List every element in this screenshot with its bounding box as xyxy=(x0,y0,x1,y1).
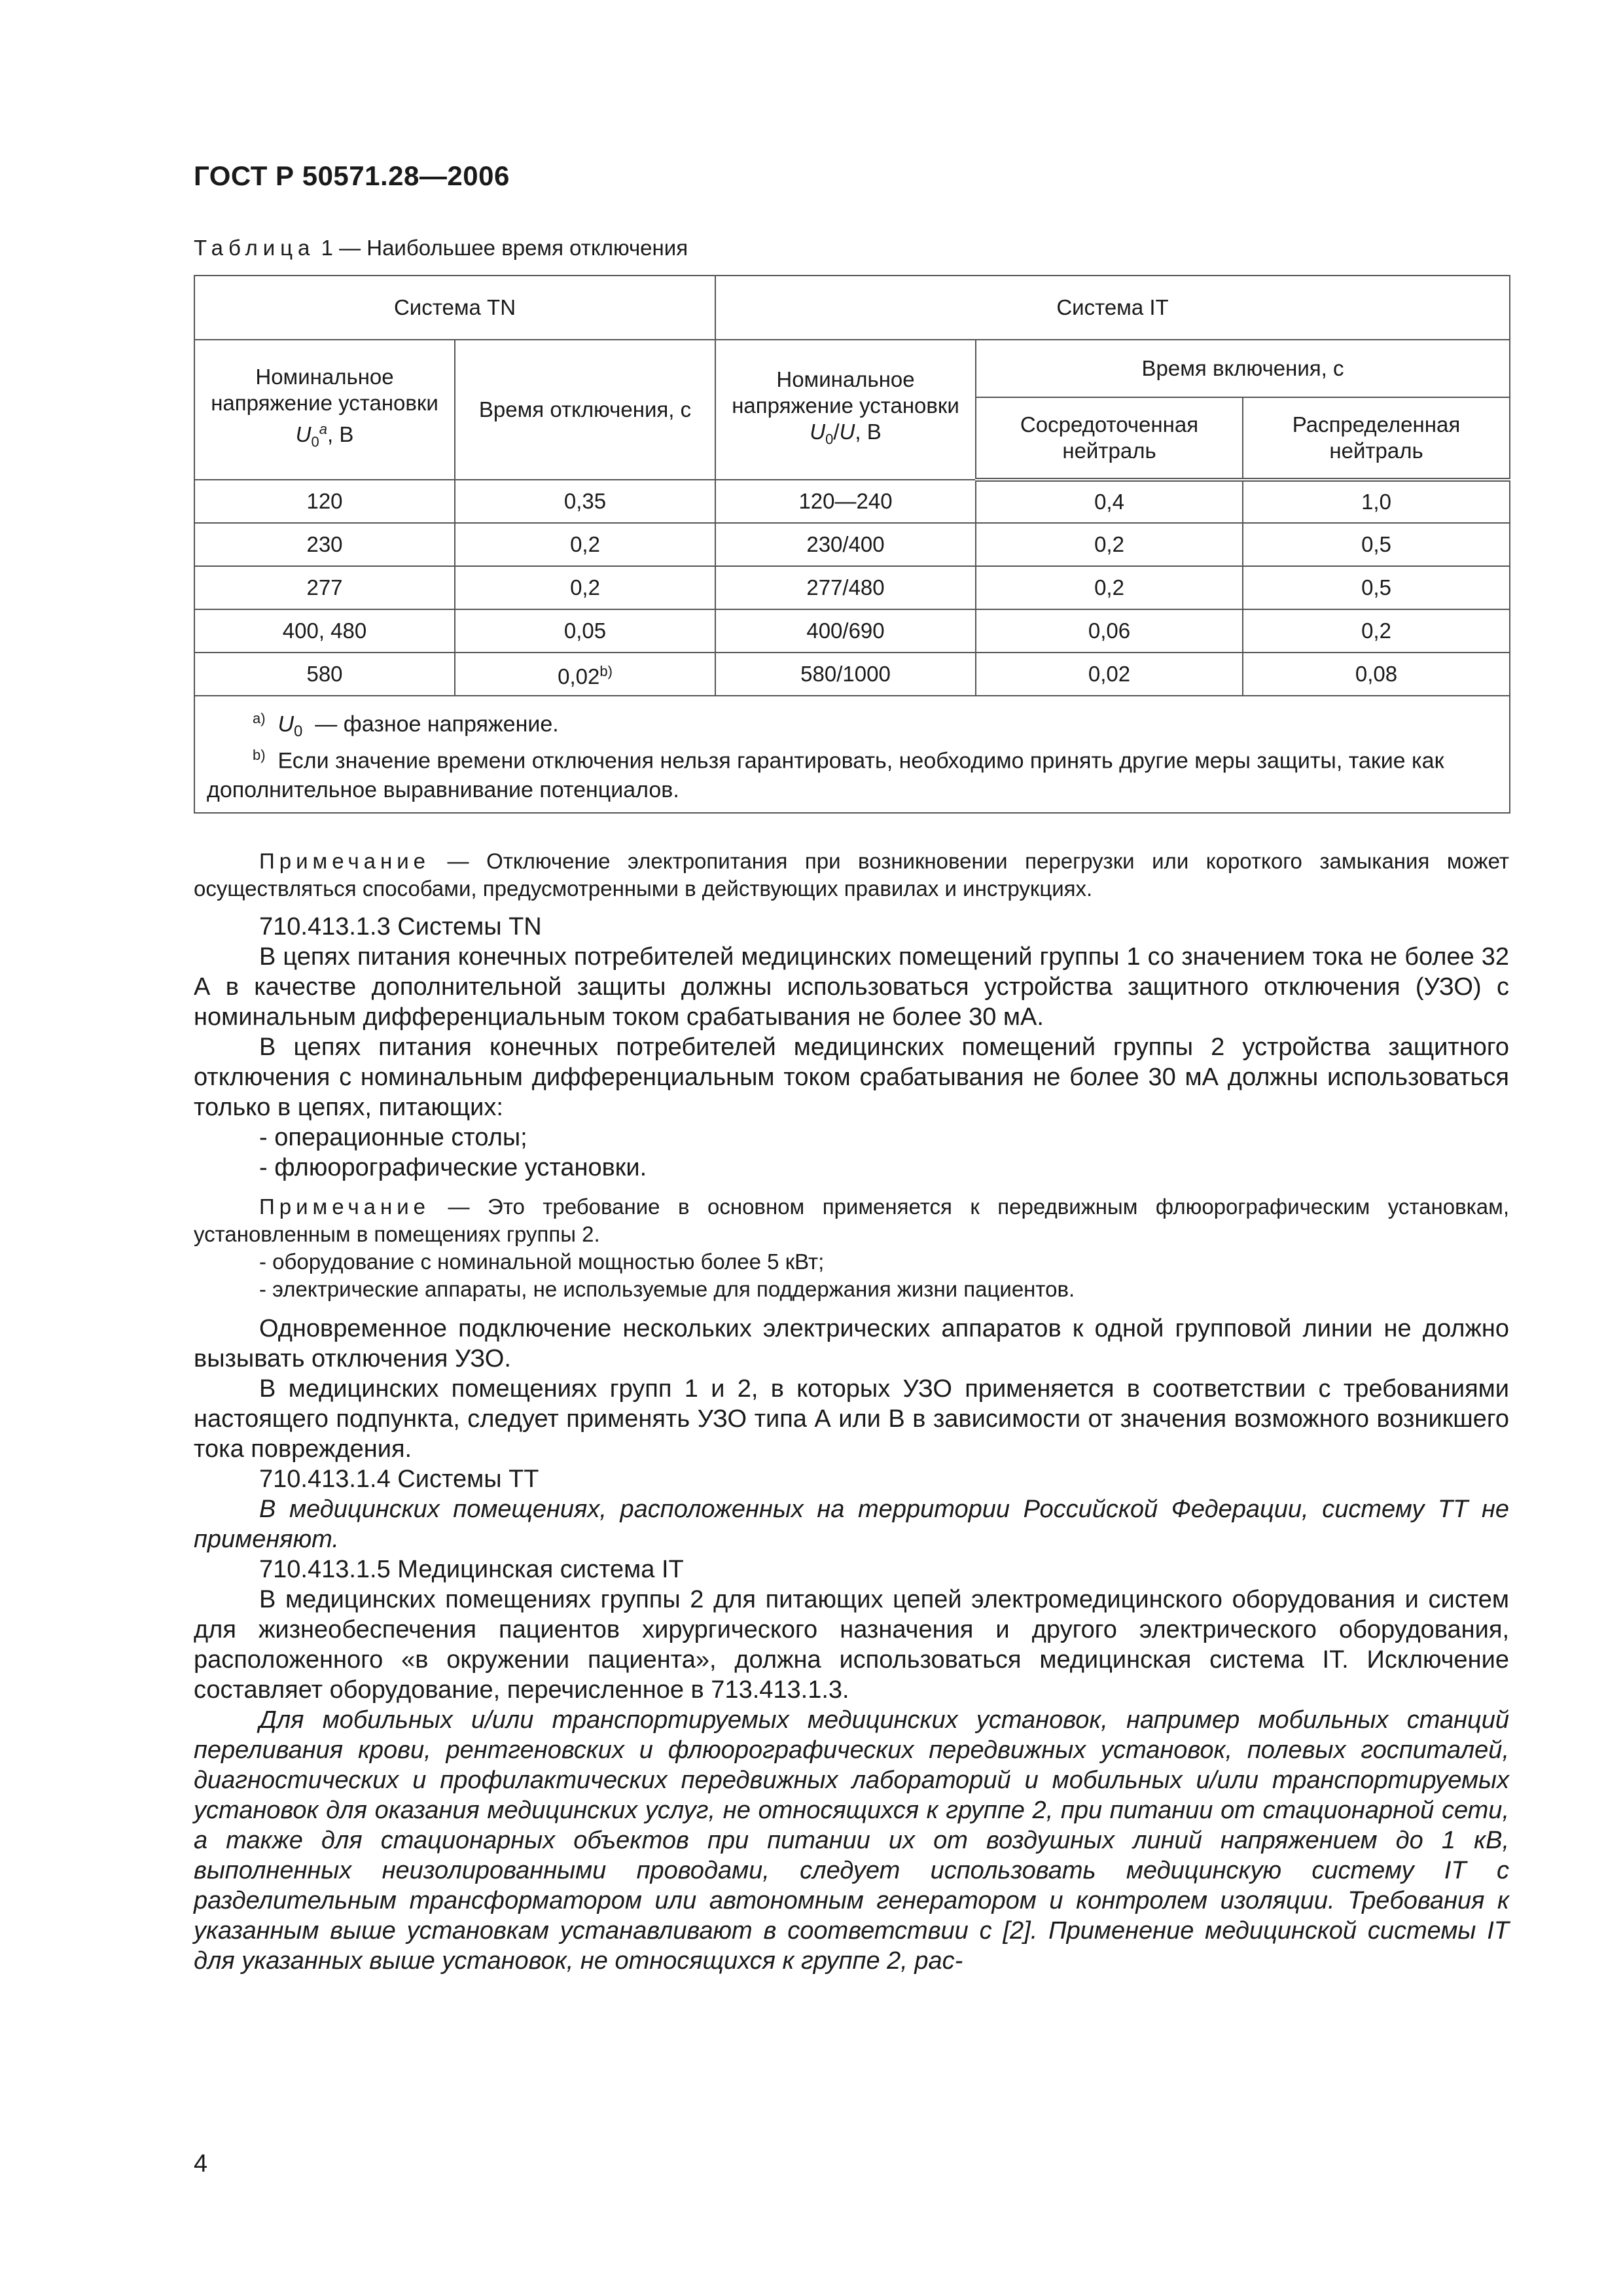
table-cell: 0,08 xyxy=(1243,653,1510,696)
list-item: - электрические аппараты, не используемые для поддержания жизни пациентов. xyxy=(259,1277,1075,1301)
table-cell: 277/480 xyxy=(715,566,976,609)
table-caption xyxy=(194,236,688,260)
table-cell: 400, 480 xyxy=(194,609,455,653)
table-header-it: Система IT xyxy=(715,276,1510,340)
table-row xyxy=(194,480,1510,523)
section-3-paragraph-1: В цепях питания конечных потребителей медицинских помещений группы 1 со значением тока не более 32 А в качестве дополнительной защиты должны использоваться устройства защитного отключения (УЗО) с номинальным дифференциальным током срабатывания не более 30 мА. xyxy=(194,943,1509,1031)
table-row xyxy=(194,609,1510,653)
table-row xyxy=(194,523,1510,566)
table-cell: 0,5 xyxy=(1243,523,1510,566)
table-cell: 0,2 xyxy=(1243,609,1510,653)
table-cell: 120 xyxy=(194,480,455,523)
footnote-b: $^{b)}$ Если значение времени отключения нельзя гарантировать, необходимо принять другие меры защиты, такие как дополнительное выравнивание потенциалов. xyxy=(207,747,1444,802)
document-body xyxy=(194,848,1509,1976)
table-cell: 277 xyxy=(194,566,455,609)
footnote-a: $^{a)}$ $U_0$ — фазное напряжение. xyxy=(253,710,559,741)
section-3-paragraph-2: В цепях питания конечных потребителей медицинских помещений группы 2 устройства защитного отключения с номинальным дифференциальным током срабатывания не более 30 мА должны использоваться только в цепях, питающих: xyxy=(194,1033,1509,1121)
table-caption-label: Таблица xyxy=(194,236,315,260)
section-5-paragraph-1: В медицинских помещениях группы 2 для питающих цепей электромедицинского оборудования и систем для жизнеобеспечения пациентов хирургического назначения и другого электрического оборудования, расположенного «в окружении пациента», должна использоваться медицинская система IT. Исключение составляет оборудование, перечисленное в 713.413.1.3. xyxy=(194,1586,1509,1704)
it-concentrated-header: Сосредоточенная нейтраль xyxy=(976,397,1243,480)
table-row xyxy=(194,566,1510,609)
section-5-paragraph-2: Для мобильных и/или транспортируемых медицинских установок, например мобильных станций переливания крови, рентгеновских и флюорографических передвижных установок, полевых госпиталей, диагностических и профилактических передвижных лабораторий и мобильных и/или транспортируемых установок для оказания медицинских услуг, не относящихся к группе 2, при питании от стационарной сети, а также для стационарных объектов при питании их от воздушных линий напряжением до 1 кВ, выполненных неизолированными проводами, следует использовать медицинскую систему IT с разделительным трансформатором или автономным генератором и контролем изоляции. Требования к указанным выше установкам устанавливают в соответствии с [2]. Применение медицинской системы IT для указанных выше установок, не относящихся к группе 2, рас- xyxy=(194,1706,1509,1975)
section-4-paragraph-1: В медицинских помещениях, расположенных на территории Российской Федерации, систему TT не применяют. xyxy=(194,1496,1509,1553)
it-distributed-header: Распределенная нейтраль xyxy=(1243,397,1510,480)
table-cell: 0,06 xyxy=(976,609,1243,653)
table-cell: 0,2 xyxy=(455,523,715,566)
table-cell: 0,35 xyxy=(455,480,715,523)
table-cell: 230 xyxy=(194,523,455,566)
section-5-title: 710.413.1.5 Медицинская система IT xyxy=(259,1556,684,1583)
table-caption-text: 1 — Наибольшее время отключения xyxy=(315,236,688,260)
table-cell: 580/1000 xyxy=(715,653,976,696)
disconnection-time-table xyxy=(194,275,1510,814)
table-row xyxy=(194,653,1510,696)
table-cell: 120—240 xyxy=(715,480,976,523)
section-3-title: 710.413.1.3 Системы TN xyxy=(259,913,542,941)
list-item: - флюорографические установки. xyxy=(259,1154,647,1181)
section-3-paragraph-3: Одновременное подключение нескольких электрических аппаратов к одной групповой линии не должно вызывать отключения УЗО. xyxy=(194,1315,1509,1372)
note-2: Примечание — Это требование в основном применяется к передвижным флюорографическим установкам, установленным в помещениях группы 2. xyxy=(194,1194,1509,1246)
table-cell: 0,4 xyxy=(976,480,1243,523)
table-cell: 0,02 xyxy=(976,653,1243,696)
table-cell: 580 xyxy=(194,653,455,696)
table-cell: 0,2 xyxy=(455,566,715,609)
section-4-title: 710.413.1.4 Системы TT xyxy=(259,1465,539,1493)
table-cell: 0,5 xyxy=(1243,566,1510,609)
table-cell: 230/400 xyxy=(715,523,976,566)
table-cell: 0,02$^{b)}$ xyxy=(455,653,715,696)
section-3-paragraph-4: В медицинских помещениях групп 1 и 2, в которых УЗО применяется в соответствии с требованиями настоящего подпункта, следует применять УЗО типа А или В в зависимости от значения возможного возникшего тока повреждения. xyxy=(194,1375,1509,1463)
note-1: Примечание — Отключение электропитания при возникновении перегрузки или короткого замыкания может осуществляться способами, предусмотренными в действующих правилах и инструкциях. xyxy=(194,849,1509,901)
table-cell: 0,2 xyxy=(976,523,1243,566)
it-time-header: Время включения, с xyxy=(976,340,1510,397)
it-voltage-header: Номинальное напряжение установки $U_0/U$, В xyxy=(715,340,976,480)
page-number: 4 xyxy=(194,2150,208,2178)
table-footnotes xyxy=(194,696,1510,813)
table-cell: 1,0 xyxy=(1243,480,1510,523)
table-cell: 0,05 xyxy=(455,609,715,653)
table-cell: 400/690 xyxy=(715,609,976,653)
tn-time-header: Время отключения, с xyxy=(455,340,715,480)
table-header-tn: Система TN xyxy=(194,276,715,340)
document-code: ГОСТ Р 50571.28—2006 xyxy=(194,160,510,191)
tn-voltage-header: Номинальное напряжение установки $U_0^a$, В xyxy=(194,340,455,480)
list-item: - оборудование с номинальной мощностью более 5 кВт; xyxy=(259,1249,825,1274)
table-cell: 0,2 xyxy=(976,566,1243,609)
list-item: - операционные столы; xyxy=(259,1124,527,1151)
